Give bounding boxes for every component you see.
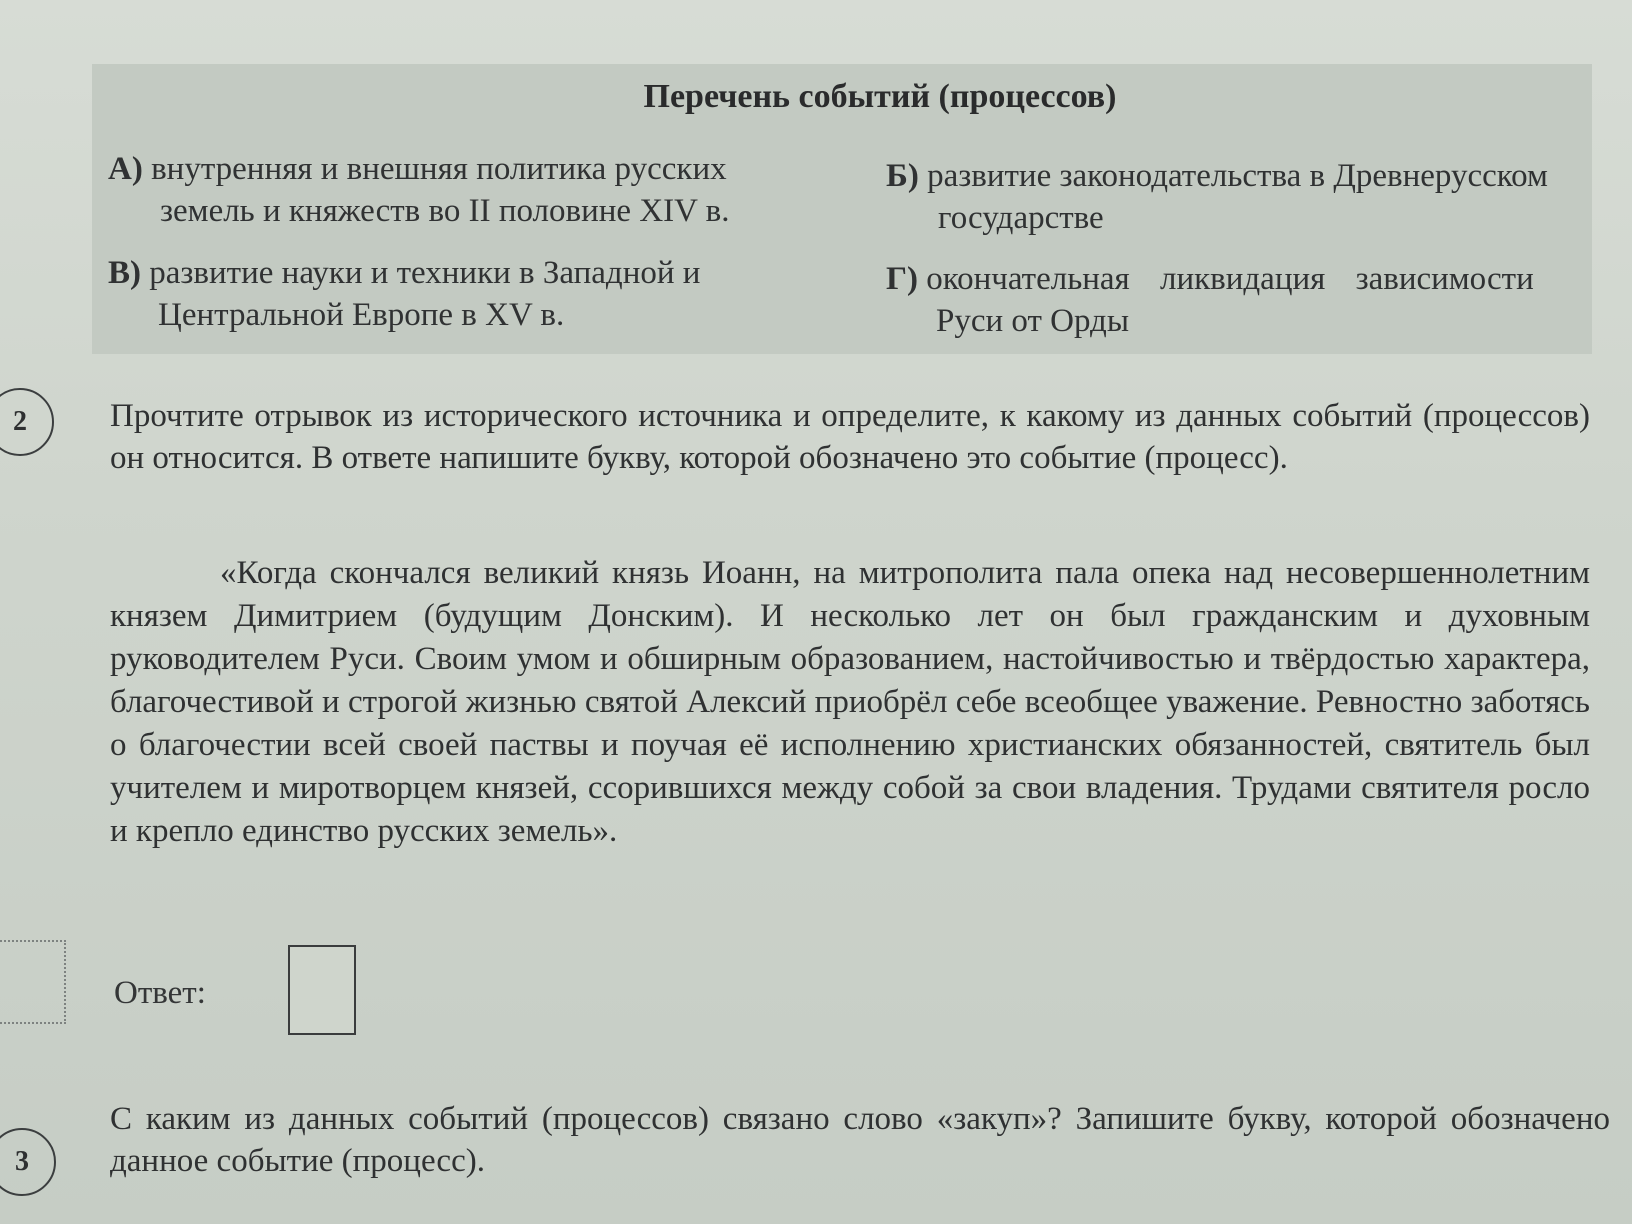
event-v [108, 252, 828, 336]
answer-label: Ответ: [114, 975, 206, 1011]
event-a [108, 148, 828, 232]
event-letter: В) [108, 255, 141, 291]
event-letter: Б) [886, 158, 919, 194]
task3-question: С каким из данных событий (процессов) связано слово «закуп»? Запишите букву, которой обозначено данное событие (процесс). [110, 1101, 1610, 1179]
task-number-3: 3 [0, 1128, 56, 1196]
historical-source-quote: «Когда скончался великий князь Иоанн, на митрополита пала опека над несовершеннолетним князем Димитрием (будущим Донским). И несколько лет он был гражданским и духовным руководителем Руси. Своим умом и обширным образованием, настойчивостью и твёрдостью характера, благочестивой и строгой жизнью святой Алексий приобрёл себе всеобщее уважение. Ревностно заботясь о благочестии всей своей паствы и поучая её исполнению христианских обязанностей, святитель был учителем и миротворцем князей, ссорившихся между собой за свои владения. Трудами святителя росло и крепло единство русских земель». [110, 555, 1590, 849]
event-text: окончательная ликвидация зависимости [926, 261, 1534, 297]
event-text: внутренняя и внешняя политика русских [151, 151, 727, 187]
event-text: развитие науки и техники в Западной и [149, 255, 701, 291]
event-letter: А) [108, 151, 143, 187]
events-list-title: Перечень событий (процессов) [643, 78, 1117, 115]
event-text: земель и княжеств во II половине XIV в. [160, 193, 730, 229]
event-text: развитие законодательства в Древнерусском [927, 158, 1548, 194]
event-b [886, 155, 1586, 239]
event-text: Центральной Европе в XV в. [158, 297, 565, 333]
margin-score-box [0, 940, 66, 1024]
event-text: государстве [938, 200, 1104, 236]
task2-instruction: Прочтите отрывок из исторического источника и определите, к какому из данных событий (процессов) он относится. В ответе напишите букву, которой обозначено это событие (процесс). [110, 398, 1590, 476]
event-g [886, 258, 1586, 342]
event-letter: Г) [886, 261, 918, 297]
task-number-2: 2 [0, 388, 54, 456]
event-text: Руси от Орды [936, 303, 1130, 339]
answer-box[interactable] [288, 945, 356, 1035]
